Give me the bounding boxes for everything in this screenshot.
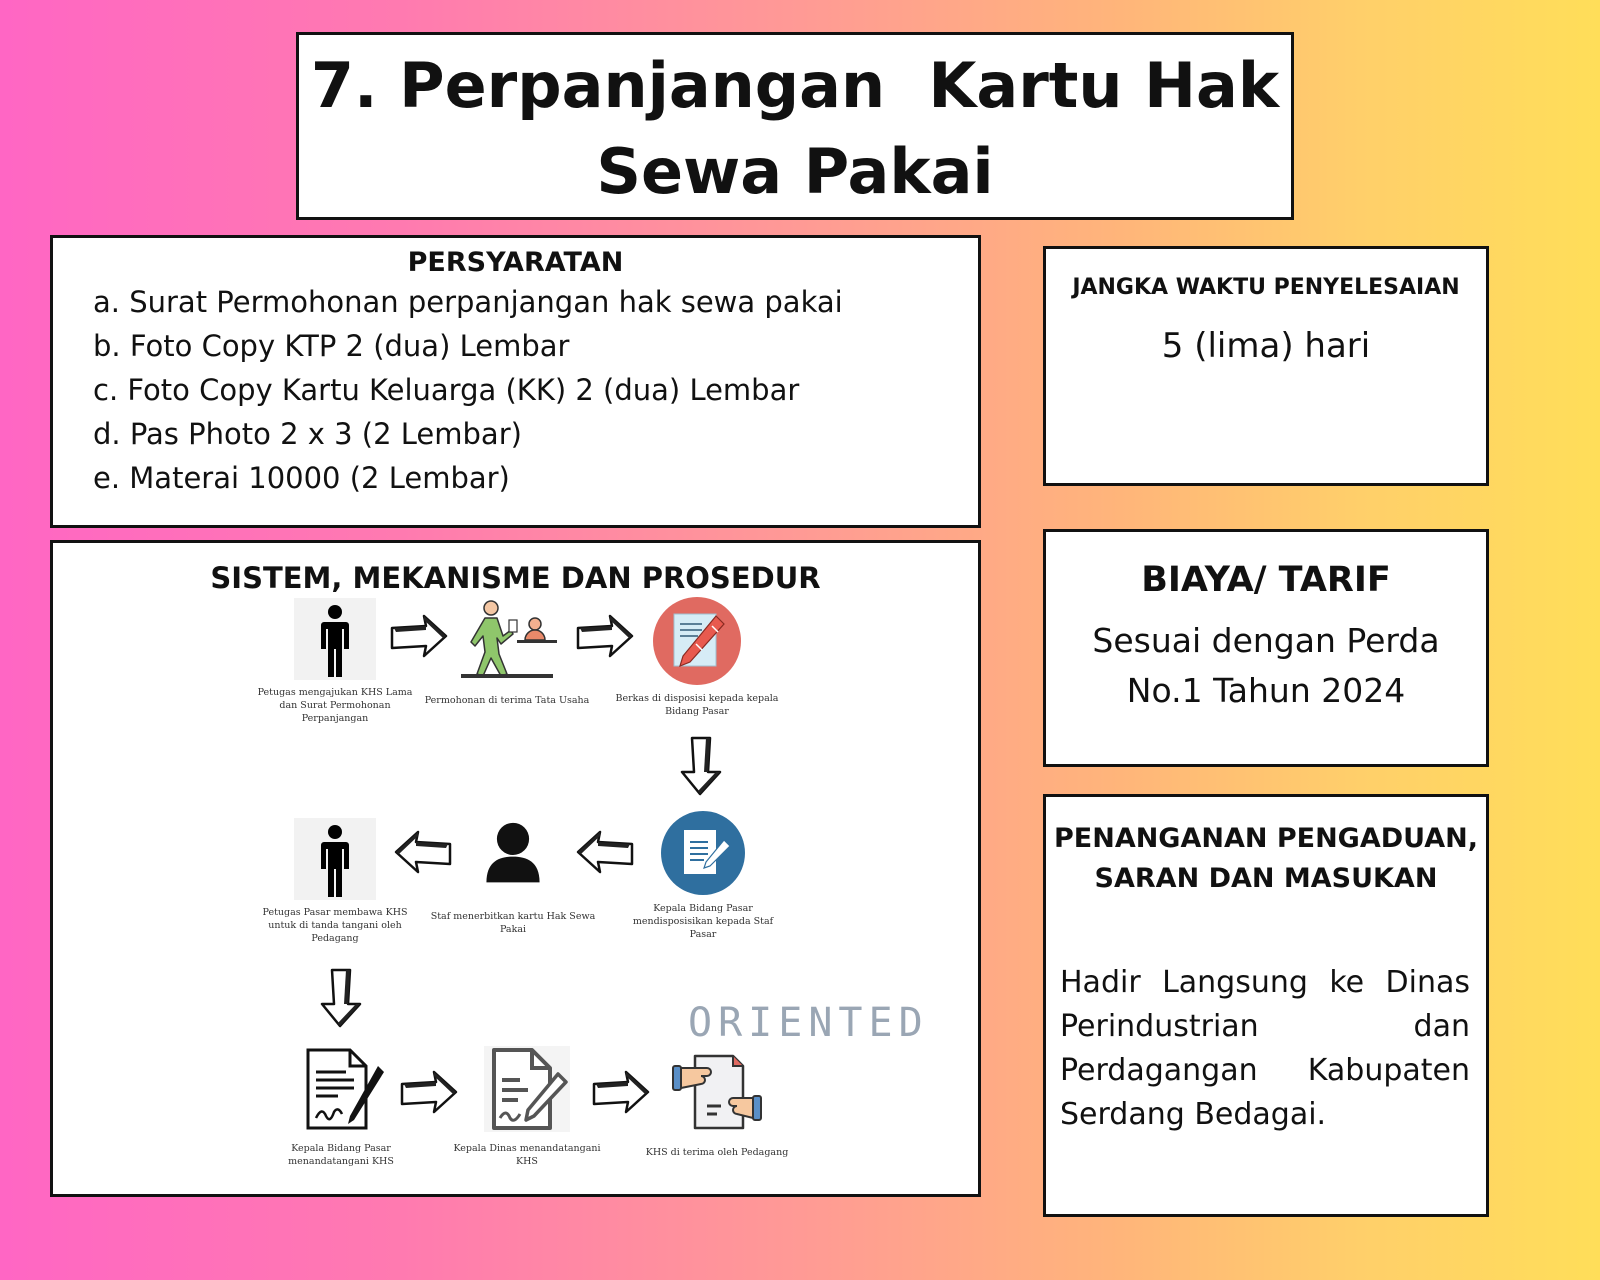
duration-value: 5 (lima) hari (1161, 326, 1371, 366)
flow-step-9 (632, 1050, 802, 1159)
step-caption: KHS di terima oleh Pedagang (645, 1147, 789, 1158)
step-caption: Kepala Bidang Pasar menandatangani KHS (288, 1143, 394, 1167)
complaint-heading (1046, 797, 1486, 899)
requirement-item: d. Pas Photo 2 x 3 (2 Lembar) (93, 417, 522, 451)
flow-step-6 (250, 818, 420, 945)
requirements-heading: PERSYARATAN (407, 247, 624, 278)
procedure-heading: SISTEM, MEKANISME DAN PROSEDUR (210, 561, 821, 595)
flow-step-2 (422, 598, 592, 707)
step-caption: Permohonan di terima Tata Usaha (424, 695, 590, 706)
arrow-down-icon (318, 968, 364, 1030)
complaint-heading-line-2: SARAN DAN MASUKAN (1094, 863, 1438, 894)
user-silhouette-icon (480, 818, 546, 884)
duration-heading: JANGKA WAKTU PENYELESAIAN (1072, 275, 1460, 300)
complaint-text: Hadir Langsung ke Dinas Perindustrian dan Perdagangan Kabupaten Serdang Bedagai. (1060, 965, 1470, 1132)
title-line-1: 7. Perpanjangan Kartu Hak (310, 49, 1280, 122)
step-caption: Berkas di disposisi kepada kepala Bidang Pasar (615, 693, 779, 717)
person-icon (294, 598, 376, 680)
step-caption: Petugas mengajukan KHS Lama dan Surat Permohonan Perpanjangan (257, 687, 413, 724)
requirement-item: e. Materai 10000 (2 Lembar) (93, 461, 510, 495)
document-pen-red-icon (652, 596, 742, 686)
document-sign-icon (484, 1046, 570, 1132)
person-at-desk-icon (457, 598, 557, 680)
document-pen-blue-icon (660, 810, 746, 896)
requirements-list (53, 280, 978, 500)
flow-step-3 (612, 596, 782, 718)
requirement-item: b. Foto Copy KTP 2 (dua) Lembar (93, 329, 570, 363)
title-box (296, 32, 1294, 220)
duration-box (1043, 246, 1489, 486)
flow-step-4 (618, 810, 788, 941)
flow-step-8 (442, 1046, 612, 1168)
complaint-box (1043, 794, 1489, 1217)
requirement-item: c. Foto Copy Kartu Keluarga (KK) 2 (dua) Lembar (93, 373, 800, 407)
step-caption: Staf menerbitkan kartu Hak Sewa Pakai (430, 911, 596, 935)
document-handover-icon (667, 1050, 767, 1132)
fee-text (1046, 600, 1486, 716)
arrow-down-icon (678, 736, 724, 798)
person-icon (294, 818, 376, 900)
step-caption: Kepala Bidang Pasar mendisposisikan kepada Staf Pasar (632, 903, 774, 940)
title-line-2: Sewa Pakai (596, 135, 994, 208)
requirements-box (50, 235, 981, 528)
step-caption: Kepala Dinas menandatangani KHS (453, 1143, 601, 1167)
requirement-item: a. Surat Permohonan perpanjangan hak sewa pakai (93, 285, 843, 319)
step-caption: Petugas Pasar membawa KHS untuk di tanda tangani oleh Pedagang (262, 907, 408, 944)
watermark-text: ORIENTED (688, 1000, 929, 1046)
signed-document-icon (298, 1046, 384, 1132)
fee-line-1: Sesuai dengan Perda (1092, 621, 1440, 660)
fee-box (1043, 529, 1489, 767)
fee-line-2: No.1 Tahun 2024 (1126, 671, 1406, 710)
page-title (299, 35, 1291, 215)
fee-heading: BIAYA/ TARIF (1141, 560, 1391, 600)
complaint-heading-line-1: PENANGANAN PENGADUAN, (1053, 823, 1478, 854)
